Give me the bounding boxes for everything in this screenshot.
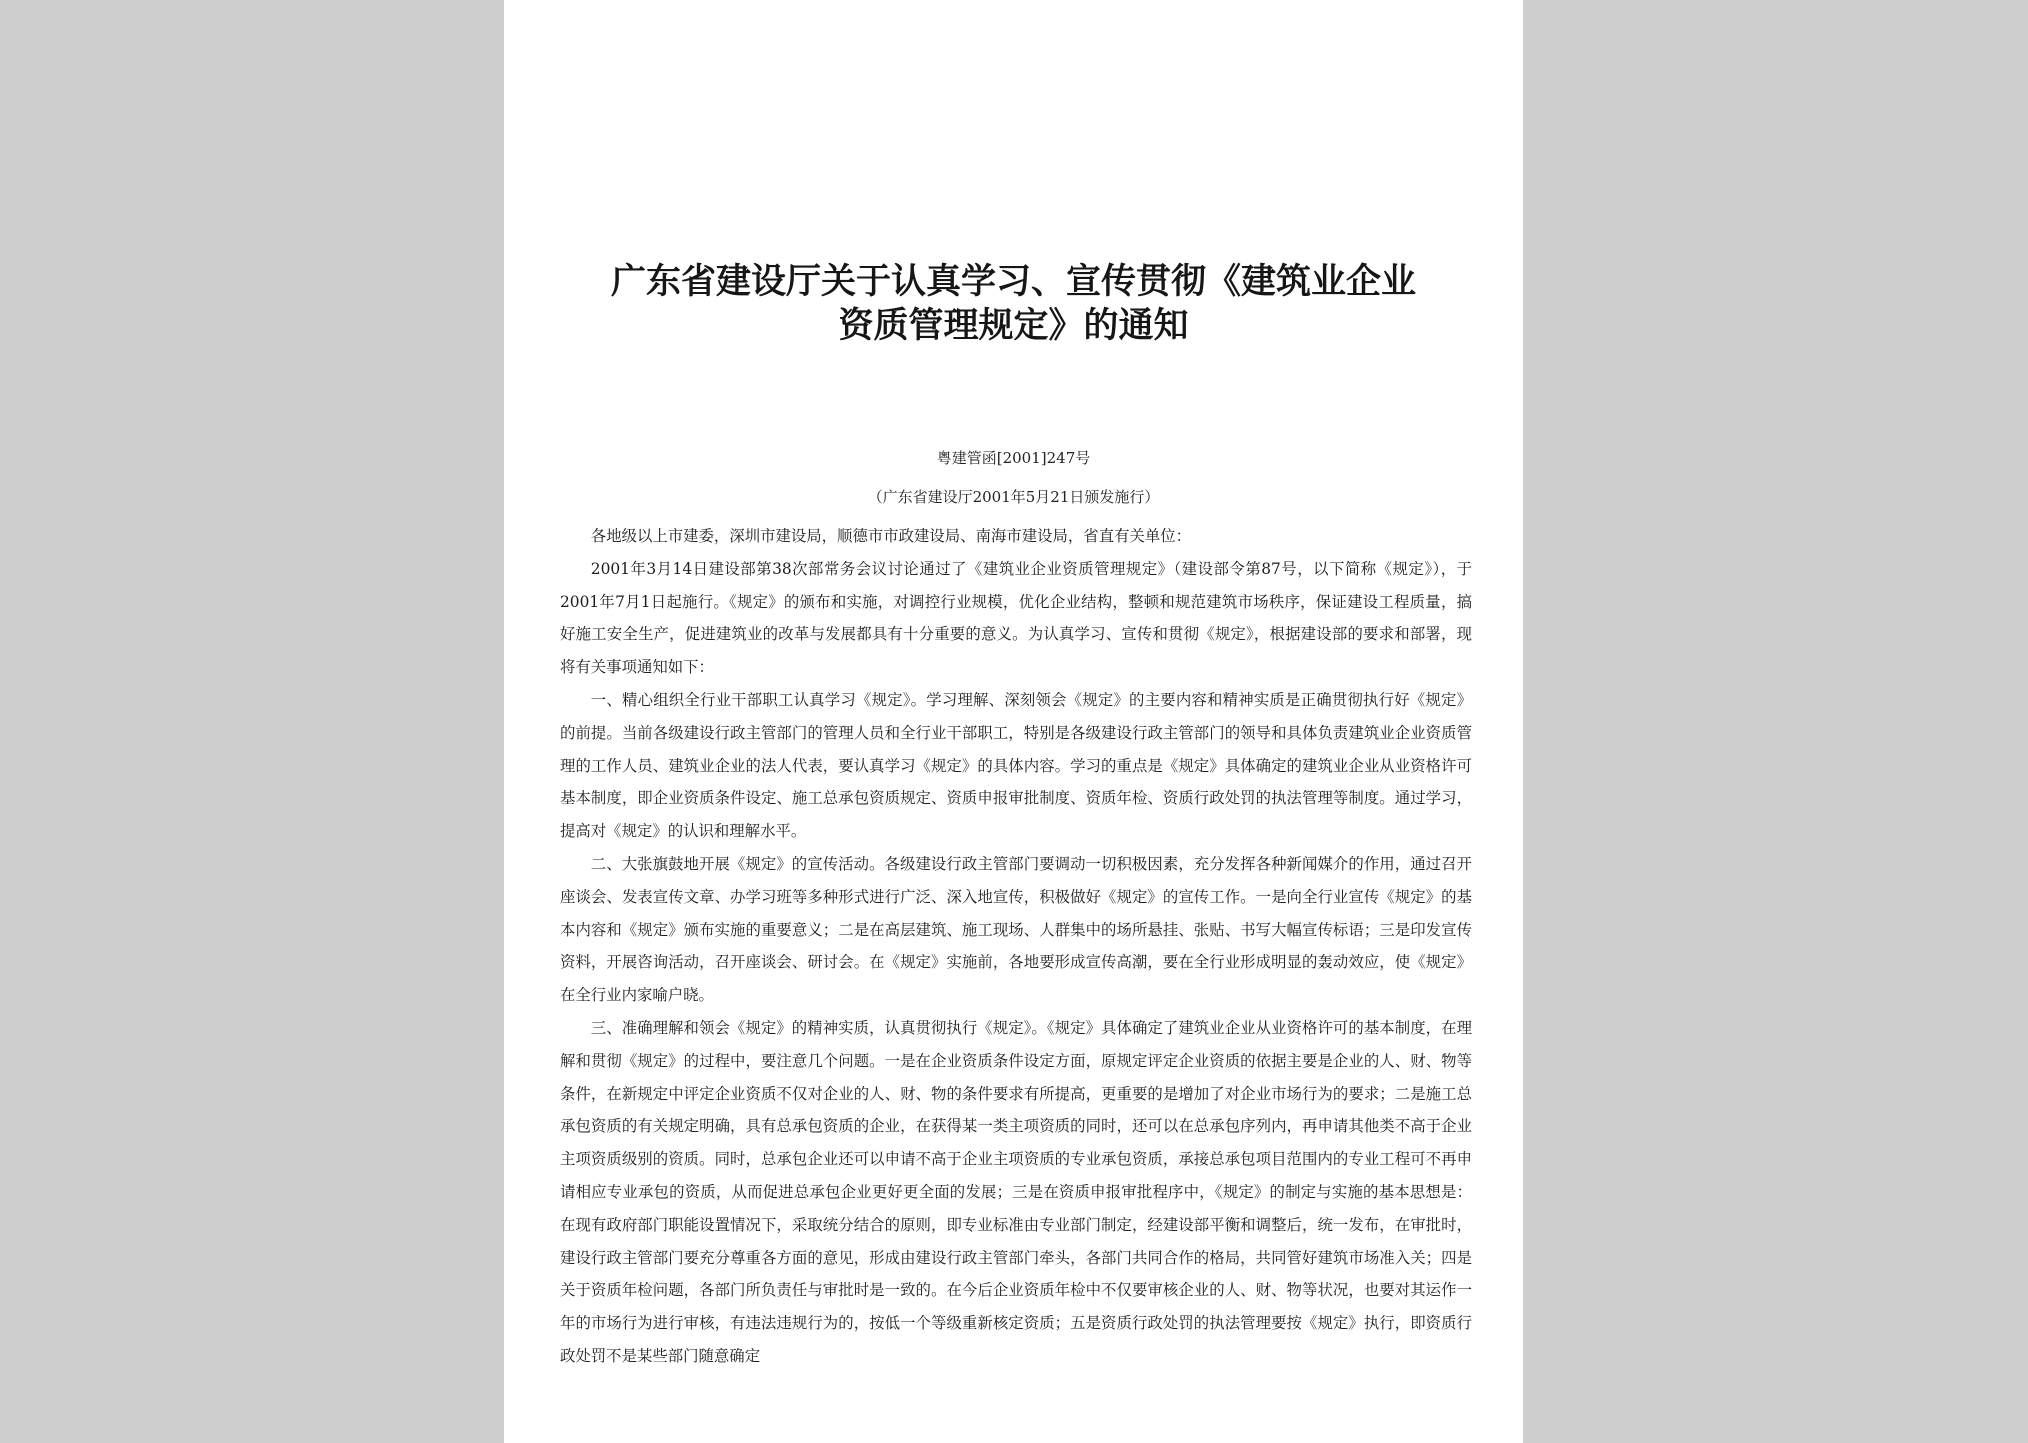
- document-title: [504, 260, 1523, 348]
- document-page: [504, 0, 1523, 1443]
- document-body: [560, 520, 1472, 1373]
- document-number: 粤建管函[2001]247号: [936, 449, 1091, 467]
- salutation: 各地级以上市建委，深圳市建设局，顺德市市政建设局、南海市建设局，省直有关单位：: [590, 527, 1192, 545]
- paragraph: 2001年3月14日建设部第38次部常务会议讨论通过了《建筑业企业资质管理规定》（建设部令第87号，以下简称《规定》），于2001年7月1日起施行。《规定》的颁布和实施，对调控行业规模，优化企业结构，整顿和规范建筑市场秩序，保证建设工程质量，搞好施工安全生产，促进建筑业的改革与发展都具有十分重要的意义。为认真学习、宣传和贯彻《规定》，根据建设部的要求和部署，现将有关事项通知如下：: [560, 559, 1472, 677]
- issuance-note: （广东省建设厅2001年5月21日颁发施行）: [867, 488, 1160, 506]
- paragraph: 三、准确理解和领会《规定》的精神实质，认真贯彻执行《规定》。《规定》具体确定了建筑业企业从业资格许可的基本制度，在理解和贯彻《规定》的过程中，要注意几个问题。一是在企业资质条件设定方面，原规定评定企业资质的依据主要是企业的人、财、物等条件，在新规定中评定企业资质不仅对企业的人、财、物的条件要求有所提高，更重要的是增加了对企业市场行为的要求；二是施工总承包资质的有关规定明确，具有总承包资质的企业，在获得某一类主项资质的同时，还可以在总承包序列内，再申请其他类不高于企业主项资质级别的资质。同时，总承包企业还可以申请不高于企业主项资质的专业承包资质，承接总承包项目范围内的专业工程可不再申请相应专业承包的资质，从而促进总承包企业更好更全面的发展；三是在资质申报审批程序中，《规定》的制定与实施的基本思想是：在现有政府部门职能设置情况下，采取统分结合的原则，即专业标准由专业部门制定，经建设部平衡和调整后，统一发布，在审批时，建设行政主管部门要充分尊重各方面的意见，形成由建设行政主管部门牵头，各部门共同合作的格局，共同管好建筑市场准入关；四是关于资质年检问题，各部门所负责任与审批时是一致的。在今后企业资质年检中不仅要审核企业的人、财、物等状况，也要对其运作一年的市场行为进行审核，有违法违规行为的，按低一个等级重新核定资质；五是资质行政处罚的执法管理要按《规定》执行，即资质行政处罚不是某些部门随意确定: [560, 1018, 1472, 1365]
- paragraph: 一、精心组织全行业干部职工认真学习《规定》。学习理解、深刻领会《规定》的主要内容和精神实质是正确贯彻执行好《规定》的前提。当前各级建设行政主管部门的管理人员和全行业干部职工，特别是各级建设行政主管部门的领导和具体负责建筑业企业资质管理的工作人员、建筑业企业的法人代表，要认真学习《规定》的具体内容。学习的重点是《规定》具体确定的建筑业企业从业资格许可基本制度，即企业资质条件设定、施工总承包资质规定、资质申报审批制度、资质年检、资质行政处罚的执法管理等制度。通过学习，提高对《规定》的认识和理解水平。: [560, 690, 1472, 841]
- paragraph: 二、大张旗鼓地开展《规定》的宣传活动。各级建设行政主管部门要调动一切积极因素，充分发挥各种新闻媒介的作用，通过召开座谈会、发表宣传文章、办学习班等多种形式进行广泛、深入地宣传，积极做好《规定》的宣传工作。一是向全行业宣传《规定》的基本内容和《规定》颁布实施的重要意义；二是在高层建筑、施工现场、人群集中的场所悬挂、张贴、书写大幅宣传标语；三是印发宣传资料，开展咨询活动，召开座谈会、研讨会。在《规定》实施前，各地要形成宣传高潮，要在全行业形成明显的轰动效应，使《规定》在全行业内家喻户晓。: [560, 854, 1472, 1005]
- title-line-1: 广东省建设厅关于认真学习、宣传贯彻《建筑业企业: [610, 262, 1416, 302]
- title-line-2: 资质管理规定》的通知: [838, 306, 1189, 346]
